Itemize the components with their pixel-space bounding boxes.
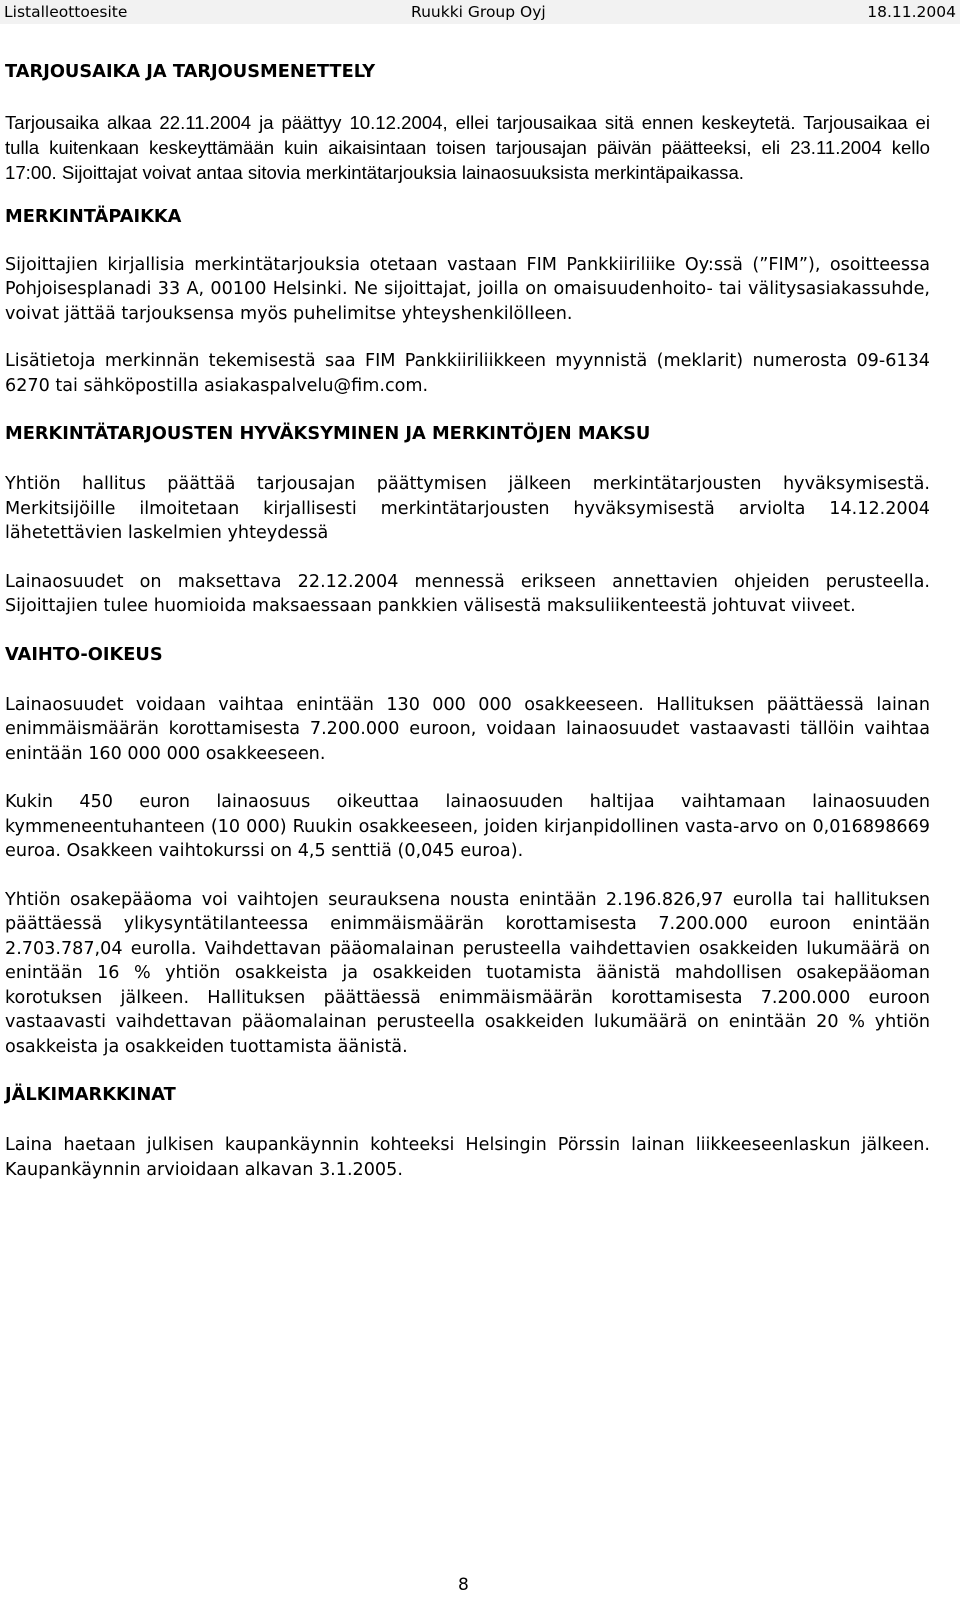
section-merkintapaikka [5,205,930,399]
page-header [0,0,960,24]
section-heading: JÄLKIMARKKINAT [5,1084,176,1106]
section-hyvaksyminen [5,422,930,619]
section-heading: MERKINTÄTARJOUSTEN HYVÄKSYMINEN JA MERKINTÖJEN MAKSU [5,423,651,445]
page-number: 8 [458,1575,469,1595]
header-company-name: Ruukki Group Oyj [411,3,546,21]
paragraph: Yhtiön hallitus päättää tarjousajan päättymisen jälkeen merkintätarjousten hyväksymisestä. Merkitsijöille ilmoitetaan kirjallisesti merkintätarjousten hyväksymisestä arviolta 14.12.2004 lähetettävien laskelmien yhteydessä [5,474,930,544]
section-heading: MERKINTÄPAIKKA [5,205,182,227]
section-heading: TARJOUSAIKA JA TARJOUSMENETTELY [5,61,376,82]
paragraph: Yhtiön osakepääoma voi vaihtojen seurauksena nousta enintään 2.196.826,97 eurolla tai hallituksen päättäessä ylikysyntätilanteessa enimmäismäärän korottamisesta 7.200.000 euroon enintään 2.703.787,04 eurolla. Vaihdettavan pääomalainan perusteella vaihdettavien osakkeiden lukumäärä on enintään 16 % yhtiön osakkeista ja osakkeiden tuotamista äänistä mahdollisen osakepääoman korotuksen jälkeen. Hallituksen päättäessä enimmäismäärän korottamisesta 7.200.000 euroon vastaavasti vaihdettavan pääomalainan perusteella osakkeiden lukumäärä on enintään 20 % yhtiön osakkeista ja osakkeiden tuottamista äänistä. [5,889,930,1057]
paragraph: Lisätietoja merkinnän tekemisestä saa FIM Pankkiiriliikkeen myynnistä (meklarit) numerosta 09-6134 6270 tai sähköpostilla asiakaspalvelu@fim.com. [5,351,930,396]
paragraph: Lainaosuudet on maksettava 22.12.2004 mennessä erikseen annettavien ohjeiden perusteella. Sijoittajien tulee huomioida maksaessaan pankkien välisestä maksuliikenteestä johtuvat viiveet. [5,571,930,617]
paragraph: Tarjousaika alkaa 22.11.2004 ja päättyy 10.12.2004, ellei tarjousaikaa sitä ennen keskeytetä. Tarjousaikaa ei tulla kuitenkaan keskeyttämään kuin aikaisintaan toisen tarjousajan päivän päätteeksi, eli 23.11.2004 kello 17:00. Sijoittajat voivat antaa sitovia merkintätarjouksia lainaosuuksista merkintäpaikassa. [5,112,930,184]
paragraph: Sijoittajien kirjallisia merkintätarjouksia otetaan vastaan FIM Pankkiiriliike Oy:ssä (”FIM”), osoitteessa Pohjoisesplanadi 33 A, 00100 Helsinki. Ne sijoittajat, joilla on omaisuudenhoito- tai välitysasiakassuhde, voivat jättää tarjouksensa myös puhelimitse yhteyshenkilölleen. [5,254,930,324]
section-jalkimarkkinat [5,1083,930,1182]
section-vaihto-oikeus [5,643,930,1060]
document-body [5,60,930,1206]
paragraph: Laina haetaan julkisen kaupankäynnin kohteeksi Helsingin Pörssin lainan liikkeeseenlaskun jälkeen. Kaupankäynnin arvioidaan alkavan 3.1.2005. [5,1135,930,1180]
paragraph: Lainaosuudet voidaan vaihtaa enintään 130 000 000 osakkeeseen. Hallituksen päättäessä lainan enimmäismäärän korottamisesta 7.200.000 euroon, voidaan lainaosuudet vastaavasti tällöin vaihtaa enintään 160 000 000 osakkeeseen. [5,694,930,764]
section-tarjousaika [5,60,930,186]
header-date: 18.11.2004 [867,3,956,21]
section-heading: VAIHTO-OIKEUS [5,643,163,665]
header-document-title: Listalleottoesite [4,3,128,21]
paragraph: Kukin 450 euron lainaosuus oikeuttaa lainaosuuden haltijaa vaihtamaan lainaosuuden kymmeneentuhanteen (10 000) Ruukin osakkeeseen, joiden kirjanpidollinen vasta-arvo on 0,016898669 euroa. Osakkeen vaihtokurssi on 4,5 senttiä (0,045 euroa). [5,792,930,862]
